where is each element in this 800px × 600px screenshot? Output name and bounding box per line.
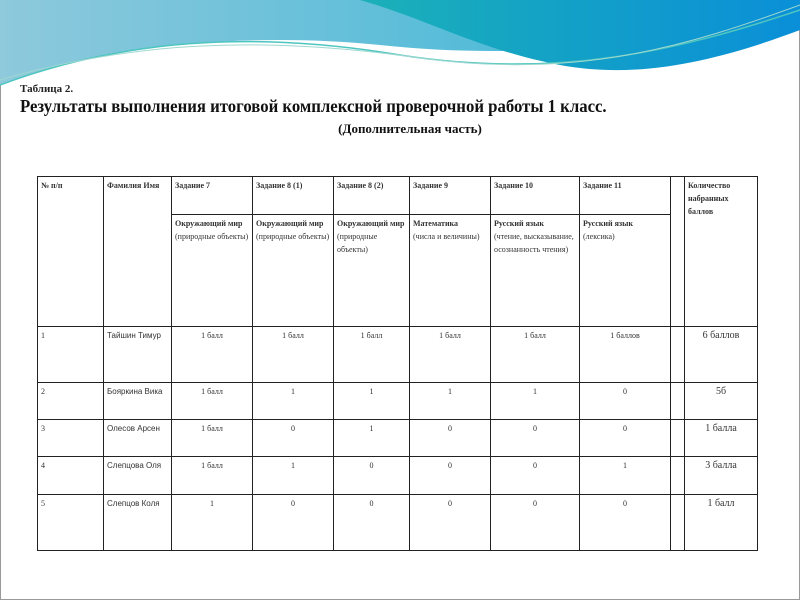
score-cell: 0	[334, 495, 410, 551]
score-cell: 1 балл	[491, 327, 580, 383]
total-cell: 5б	[685, 383, 758, 420]
score-cell: 0	[580, 420, 671, 457]
subject-label: Окружающий мир	[337, 219, 405, 228]
header-name: Фамилия Имя	[104, 177, 172, 327]
row-number: 1	[38, 327, 104, 383]
spacer-cell	[671, 495, 685, 551]
row-number: 2	[38, 383, 104, 420]
score-cell: 0	[334, 457, 410, 495]
header-subject	[491, 215, 580, 327]
score-cell: 1 балл	[172, 420, 253, 457]
score-cell: 1	[172, 495, 253, 551]
score-cell: 1	[491, 383, 580, 420]
header-num: № п/п	[38, 177, 104, 327]
score-cell: 0	[491, 495, 580, 551]
student-name: Слепцов Коля	[104, 495, 172, 551]
score-cell: 0	[253, 495, 334, 551]
subject-detail: (природные объекты)	[175, 232, 249, 241]
subject-label: Математика	[413, 219, 459, 228]
score-cell: 1	[580, 457, 671, 495]
subject-detail: (лексика)	[583, 232, 615, 241]
header-task: Задание 8 (2)	[334, 177, 410, 215]
score-cell: 1 балл	[172, 327, 253, 383]
table-body	[38, 327, 758, 551]
header-task: Задание 9	[410, 177, 491, 215]
header-task: Задание 8 (1)	[253, 177, 334, 215]
row-number: 5	[38, 495, 104, 551]
row-number: 4	[38, 457, 104, 495]
wave-decoration	[0, 0, 800, 100]
subject-detail: (природные объекты)	[337, 232, 378, 254]
student-name: Слепцова Оля	[104, 457, 172, 495]
subject-label: Русский язык	[494, 219, 544, 228]
score-cell: 1	[334, 383, 410, 420]
subject-detail: (чтение, высказывание, осознанность чтения)	[494, 232, 574, 254]
subject-label: Окружающий мир	[175, 219, 243, 228]
score-cell: 1 балл	[172, 383, 253, 420]
total-cell: 1 балл	[685, 495, 758, 551]
total-cell: 6 баллов	[685, 327, 758, 383]
subject-detail: (природные объекты)	[256, 232, 330, 241]
student-name: Бояркина Вика	[104, 383, 172, 420]
student-name: Олесов Арсен	[104, 420, 172, 457]
subject-label: Русский язык	[583, 219, 633, 228]
results-table	[37, 176, 758, 551]
score-cell: 0	[491, 457, 580, 495]
score-cell: 1	[334, 420, 410, 457]
spacer-cell	[671, 327, 685, 383]
header-subject	[253, 215, 334, 327]
score-cell: 1 балл	[334, 327, 410, 383]
score-cell: 1	[253, 383, 334, 420]
spacer-cell	[671, 457, 685, 495]
header-row	[38, 177, 758, 215]
score-cell: 0	[410, 420, 491, 457]
student-name: Тайшин Тимур	[104, 327, 172, 383]
score-cell: 1 баллов	[580, 327, 671, 383]
table-row	[38, 327, 758, 383]
subject-label: Окружающий мир	[256, 219, 324, 228]
score-cell: 0	[253, 420, 334, 457]
total-cell: 3 балла	[685, 457, 758, 495]
table-row	[38, 383, 758, 420]
score-cell: 0	[410, 495, 491, 551]
score-cell: 0	[580, 383, 671, 420]
table-row	[38, 457, 758, 495]
score-cell: 1 балл	[172, 457, 253, 495]
header-subject	[334, 215, 410, 327]
header-task: Задание 10	[491, 177, 580, 215]
page-title: Результаты выполнения итоговой комплексной проверочной работы 1 класс.	[20, 96, 607, 116]
spacer-cell	[671, 420, 685, 457]
header-total: Количество набранных баллов	[685, 177, 758, 327]
score-cell: 0	[580, 495, 671, 551]
row-number: 3	[38, 420, 104, 457]
score-cell: 1	[253, 457, 334, 495]
table-row	[38, 495, 758, 551]
header-subject	[410, 215, 491, 327]
spacer-cell	[671, 383, 685, 420]
header-task: Задание 7	[172, 177, 253, 215]
subject-detail: (числа и величины)	[413, 232, 480, 241]
score-cell: 0	[491, 420, 580, 457]
header-subject	[172, 215, 253, 327]
score-cell: 1 балл	[410, 327, 491, 383]
table-row	[38, 420, 758, 457]
score-cell: 0	[410, 457, 491, 495]
page-subtitle: (Дополнительная часть)	[338, 121, 482, 136]
spacer-cell	[671, 177, 685, 327]
total-cell: 1 балла	[685, 420, 758, 457]
header-task: Задание 11	[580, 177, 671, 215]
score-cell: 1 балл	[253, 327, 334, 383]
score-cell: 1	[410, 383, 491, 420]
header-subject	[580, 215, 671, 327]
table-caption: Таблица 2.	[20, 83, 74, 95]
